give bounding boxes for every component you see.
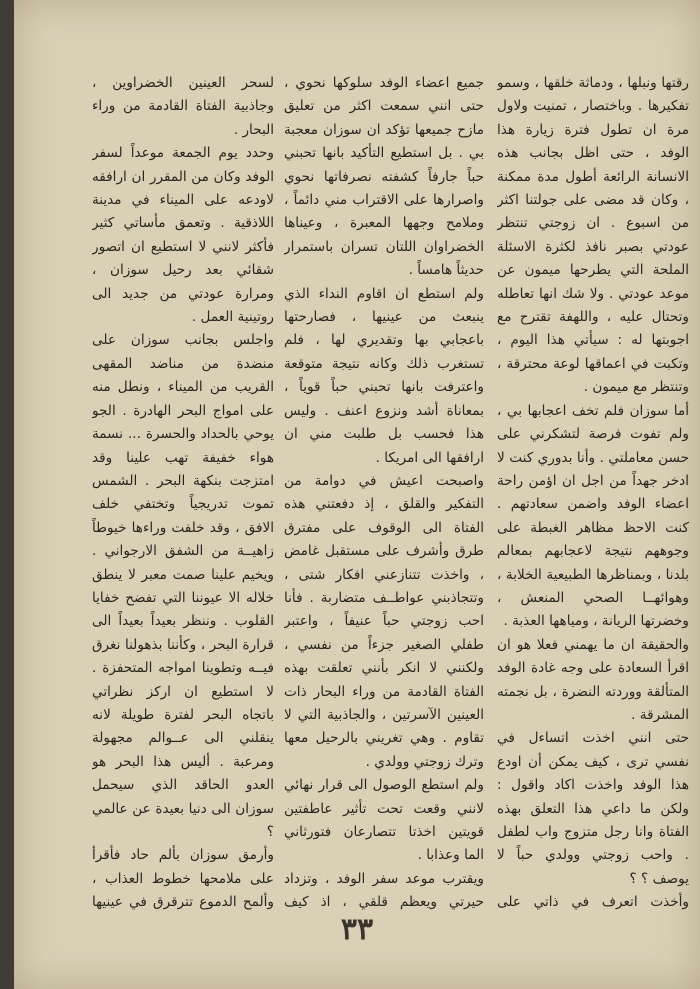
- paragraph: واجلس بجانب سوزان على منضدة من مناضد المقهى القريب من الميناء ، ونطل منه على امواج البحر الهادرة . الجو يوحي بالحداد والحسرة ... نسمة هواء خفيفة تهب علينا وقد امتزجت بنكهة البحر . الشمس تموت تدريجياً وتختفي خلف الافق ، وقد خلفت وراءها خيوطاً زاهيــة من الشفق الارجواني . ويخيم علينا صمت معبر لا ينطق خلاله الا عيوننا التي تفضح خفايا القلوب . وننظر بعيداً بعيداً الى قرارة البحر ، وكأننا بذهولنا نغرق فيــه وتطوينا امواجه المتحفزة . لا استطيع ان اركز نظراتي باتجاه البحر لفترة طويلة لانه ينقلني الى عــوالم مجهولة ومرعبة . أليس هذا البحر هو العدو الحاقد الذي سيحمل سوزان الى دنيا بعيدة عن عالمي ؟: [92, 332, 274, 840]
- paragraph: أما سوزان فلم تخف اعجابها بي ، ولم تفوت فرصة لتشكرني على حسن معاملتي . وأنا بدوري كنت لا ادخر جهداً من اجل ان اؤمن راحة اعضاء الوفد واضمن سعادتهم . كنت الاحظ مظاهر الغبطة على وجوههم نتيجة لاعجابهم بمعالم بلدنا ، وبمناظرها الطبيعية الخلابة ، وهوائهــا الصحي المنعش ، وخضرتها الريانة ، ومياهها العذبة .: [497, 402, 689, 630]
- page-number: ٣٣: [340, 912, 374, 947]
- paragraph: وأخذت اتعرف في ذاتي على: [497, 894, 689, 911]
- paragraph: ويقترب موعد سفر الوفد ، وتزداد حيرتي ويعظم قلقي ، اذ كيف: [284, 870, 484, 911]
- text-column-right: [497, 72, 689, 912]
- paragraph: لسحر العينين الخضراوين ، وجاذبية الفتاة القادمة من وراء البحار .: [92, 75, 274, 138]
- paragraph: جميع اعضاء الوفد سلوكها نحوي ، حتى انني سمعت اكثر من تعليق مازح جميعها تؤكد ان سوزان معجبة بي . بل استطيع التأكيد بانها تحبني حباً جارفاً كشفته نصرفاتها نحوي واصرارها على الاقتراب مني دائماً ، وملامح وجهها المعبرة ، وعيناها الخضراوان اللتان تسران باستمرار حديثاً هامساً .: [284, 75, 484, 279]
- paragraph: ولم استطع الوصول الى قرار نهائي لانني وقعت تحت تأثير عاطفتين قويتين اخذتا تتصارعان فتورثاني الما وعذابا .: [284, 777, 484, 864]
- paragraph: وأرمق سوزان بألم حاد فأقرأ على ملامحها خطوط العذاب ، وألمح الدموع تترقرق في عينيها: [92, 847, 274, 911]
- text-column-left: [92, 72, 274, 912]
- paragraph: واصبحت اعيش في دوامة من التفكير والقلق ، إذ دفعتني هذه الفتاة الى الوقوف على مفترق طرق وأشرف على مستقبل غامض ، واخذت تتنازعني افكار شتى ، وتتجاذبني عواطــف متضاربة . فأنا احب زوجتي حباً عنيفاً ، واعتبر طفلي الصغير جزءاً من نفسي ، ولكنني لا انكر بأنني تعلقت بهذه الفتاة القادمة من وراء البحار ذات العينين الآسرتين ، والجاذبية التي لا تقاوم . وهي تغريني بالرحيل معها وترك زوجتي وولدي .: [284, 472, 484, 770]
- paragraph: حتى انني اخذت اتساءل في نفسي ترى ، كيف يمكن أن اودع هذا الوفد واخذت اكاد واقول : ولكن ما داعي هذا التعلق بهذه الفتاة وانا رجل متزوج واب لطفل . واحب زوجتي وولدي حباً لا يوصف ؟ ؟: [497, 730, 689, 887]
- text-column-middle: [284, 72, 484, 912]
- paragraph: ولم استطع ان اقاوم النداء الذي ينبعث من عينيها ، فصارحتها باعجابي بها وتقديري لها ، فلم تستغرب ذلك وكانه نتيجة متوقعة واعترفت بانها تحبني حباً قوياً ، بمعاناة أشد ونزوع اعنف . وليس هذا فحسب بل طلبت مني ان ارافقها الى امريكا .: [284, 285, 484, 466]
- scan-edge: [0, 0, 14, 989]
- paragraph: وحدد يوم الجمعة موعداً لسفر الوفد وكان من المقرر ان ارافقه لاودعه على الميناء في مدينة اللاذقية . وتعمق مأساتي كثير فأكثر لانني لا استطيع ان اتصور شقائي بعد رحيل سوزان ، ومرارة عودتي من جديد الى روتينية العمل .: [92, 145, 274, 326]
- paragraph: والحقيقة ان ما يهمني فعلا هو ان اقرأ السعادة على وجه غادة الوفد المتألقة ووردته النضرة ، بل نجمته المشرقة .: [497, 636, 689, 723]
- magazine-page: [14, 0, 700, 989]
- paragraph: رقتها ونبلها ، ودماثة خلقها ، وسمو تفكيرها . وباختصار ، تمنيت ولاول مرة ان تطول فترة زيارة هذا الوفد ، حتى اظل بجانب هذه الانسانة الرائعة أطول مدة ممكنة ، وكان قد مضى على جولتنا اكثر من اسبوع . ان زوجتي تنتظر عودتي بصبر نافذ لكثرة الاسئلة الملحة التي يطرحها ميمون عن موعد عودتي . ولا شك انها تعاطله وتحتال عليه ، واللهفة تقترح مع اجوبتها له : سيأتي هذا اليوم ، وتكبت في اعماقها لوعة محترقة ، وتنتظر مع ميمون .: [497, 75, 689, 396]
